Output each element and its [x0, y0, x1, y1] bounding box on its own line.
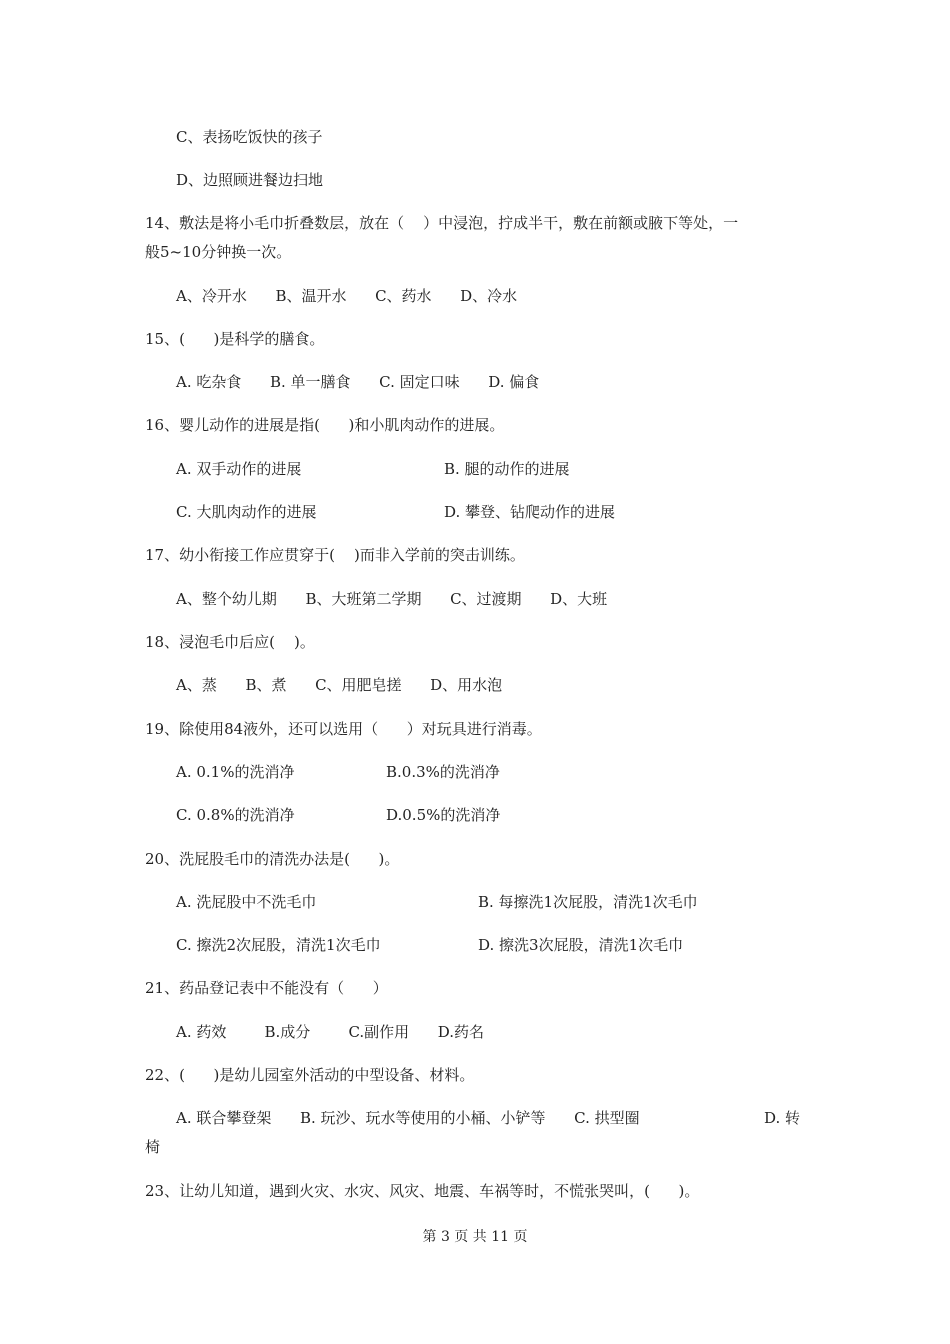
page-footer: 第 3 页 共 11 页 [422, 1229, 528, 1245]
question-22: 22、( )是幼儿园室外活动的中型设备、材料。 [145, 1066, 475, 1084]
options-21: A. 药效 B.成分 C.副作用 D.药名 [176, 1023, 485, 1041]
question-14: 14、敷法是将小毛巾折叠数层，放在（ ）中浸泡，拧成半干，敷在前额或腋下等处，一 [145, 214, 739, 232]
option-20a: A. 洗屁股中不洗毛巾 [176, 893, 317, 911]
option-19c: C. 0.8%的洗消净 [176, 806, 295, 824]
options-14: A、冷开水 B、温开水 C、药水 D、冷水 [176, 287, 518, 305]
options-17: A、整个幼儿期 B、大班第二学期 C、过渡期 D、大班 [176, 590, 608, 608]
question-16: 16、婴儿动作的进展是指( )和小肌肉动作的进展。 [145, 416, 505, 434]
option-16b: B. 腿的动作的进展 [444, 460, 570, 478]
option-22d-cont: 椅 [145, 1138, 161, 1156]
question-21: 21、药品登记表中不能没有（ ） [145, 979, 388, 997]
option-16c: C. 大肌肉动作的进展 [176, 503, 317, 521]
option-19d: D.0.5%的洗消净 [386, 806, 501, 824]
option-16a: A. 双手动作的进展 [176, 460, 302, 478]
question-19: 19、除使用84液外，还可以选用（ ）对玩具进行消毒。 [145, 720, 542, 738]
question-14-cont: 般5~10分钟换一次。 [145, 243, 292, 261]
option-20b: B. 每擦洗1次屁股，清洗1次毛巾 [478, 893, 698, 911]
option-19b: B.0.3%的洗消净 [386, 763, 500, 781]
option-20d: D. 擦洗3次屁股，清洗1次毛巾 [478, 936, 684, 954]
question-18: 18、浸泡毛巾后应( )。 [145, 633, 315, 651]
option-20c: C. 擦洗2次屁股，清洗1次毛巾 [176, 936, 381, 954]
option-16d: D. 攀登、钻爬动作的进展 [444, 503, 616, 521]
question-17: 17、幼小衔接工作应贯穿于( )而非入学前的突击训练。 [145, 546, 525, 564]
options-15: A. 吃杂食 B. 单一膳食 C. 固定口味 D. 偏食 [176, 373, 540, 391]
question-20: 20、洗屁股毛巾的清洗办法是( )。 [145, 850, 400, 868]
question-23: 23、让幼儿知道，遇到火灾、水灾、风灾、地震、车祸等时，不慌张哭叫，( )。 [145, 1182, 700, 1200]
option-22d: D. 转 [764, 1109, 801, 1127]
option-13d: D、边照顾进餐边扫地 [176, 171, 324, 189]
option-13c: C、表扬吃饭快的孩子 [176, 128, 323, 146]
question-15: 15、( )是科学的膳食。 [145, 330, 325, 348]
options-18: A、蒸 B、煮 C、用肥皂搓 D、用水泡 [176, 676, 503, 694]
option-19a: A. 0.1%的洗消净 [176, 763, 295, 781]
options-22: A. 联合攀登架 B. 玩沙、玩水等使用的小桶、小铲等 C. 拱型圈 [176, 1109, 640, 1127]
